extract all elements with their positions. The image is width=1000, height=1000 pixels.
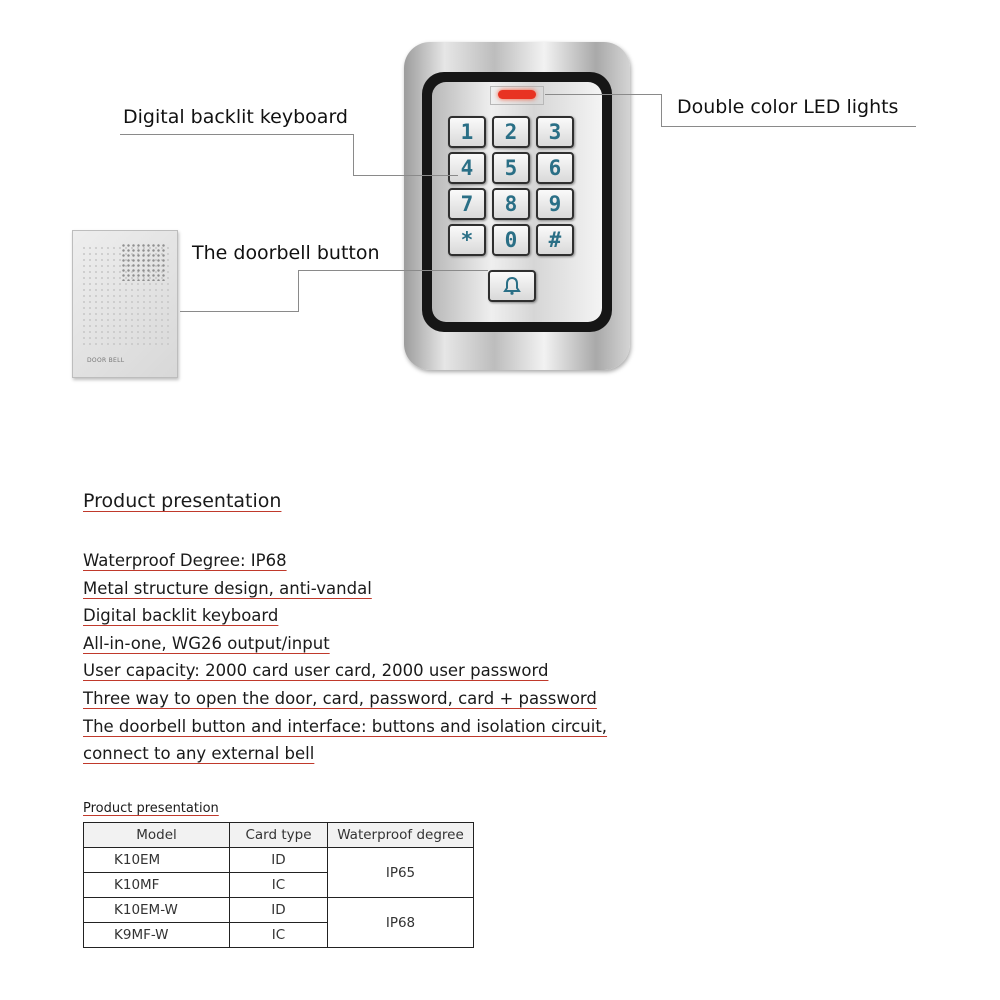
header-waterproof: Waterproof degree — [328, 823, 474, 848]
section-heading: Product presentation — [83, 490, 282, 512]
leader-led-h2 — [661, 126, 916, 127]
led-indicator — [498, 90, 536, 99]
feature-list — [83, 547, 607, 768]
feature-item: connect to any external bell — [83, 744, 315, 764]
leader-doorbell-v — [298, 270, 299, 312]
keypad-device — [404, 42, 630, 370]
key-9[interactable]: 9 — [536, 188, 574, 220]
table-header-row — [84, 823, 474, 848]
cell-model: K10MF — [84, 873, 230, 898]
feature-item: Metal structure design, anti-vandal — [83, 578, 372, 598]
bell-icon — [502, 276, 522, 296]
callout-doorbell: The doorbell button — [192, 242, 380, 264]
product-illustration — [0, 0, 1000, 400]
feature-item: Three way to open the door, card, password, card + password — [83, 688, 597, 708]
leader-doorbell-h — [298, 270, 488, 271]
feature-item: The doorbell button and interface: buttons and isolation circuit, — [83, 716, 608, 736]
doorbell-speaker-grille — [121, 243, 167, 281]
key-5[interactable]: 5 — [492, 152, 530, 184]
leader-keyboard-h2 — [353, 175, 458, 176]
cell-model: K10EM-W — [84, 898, 230, 923]
cell-card-type: ID — [230, 848, 328, 873]
keypad-face — [432, 82, 602, 322]
callout-led: Double color LED lights — [677, 96, 899, 118]
cell-waterproof: IP68 — [328, 898, 474, 948]
cell-card-type: IC — [230, 873, 328, 898]
feature-item: Waterproof Degree: IP68 — [83, 551, 287, 570]
key-1[interactable]: 1 — [448, 116, 486, 148]
cell-card-type: ID — [230, 898, 328, 923]
feature-item: User capacity: 2000 card user card, 2000 user password — [83, 661, 549, 681]
doorbell-key[interactable] — [488, 270, 536, 302]
leader-keyboard-v — [353, 134, 354, 176]
leader-keyboard-h — [120, 134, 353, 135]
key-6[interactable]: 6 — [536, 152, 574, 184]
key-3[interactable]: 3 — [536, 116, 574, 148]
cell-model: K9MF-W — [84, 923, 230, 948]
key-4[interactable]: 4 — [448, 152, 486, 184]
header-card-type: Card type — [230, 823, 328, 848]
leader-led-h — [545, 94, 662, 95]
key-8[interactable]: 8 — [492, 188, 530, 220]
cell-waterproof: IP65 — [328, 848, 474, 898]
feature-item: Digital backlit keyboard — [83, 606, 279, 626]
leader-led-v — [661, 94, 662, 127]
table-row — [84, 898, 474, 923]
key-hash[interactable]: # — [536, 224, 574, 256]
keypad-bezel — [422, 72, 612, 332]
spec-table — [83, 822, 474, 948]
cell-card-type: IC — [230, 923, 328, 948]
key-0[interactable]: 0 — [492, 224, 530, 256]
cell-model: K10EM — [84, 848, 230, 873]
callout-keyboard: Digital backlit keyboard — [123, 106, 348, 128]
table-row — [84, 848, 474, 873]
feature-item: All-in-one, WG26 output/input — [83, 633, 330, 653]
doorbell-box-label: DOOR BELL — [87, 357, 125, 364]
header-model: Model — [84, 823, 230, 848]
key-7[interactable]: 7 — [448, 188, 486, 220]
key-2[interactable]: 2 — [492, 116, 530, 148]
doorbell-box — [72, 230, 178, 378]
table-caption: Product presentation — [83, 801, 219, 816]
leader-doorbell-h2 — [180, 311, 299, 312]
key-star[interactable]: * — [448, 224, 486, 256]
